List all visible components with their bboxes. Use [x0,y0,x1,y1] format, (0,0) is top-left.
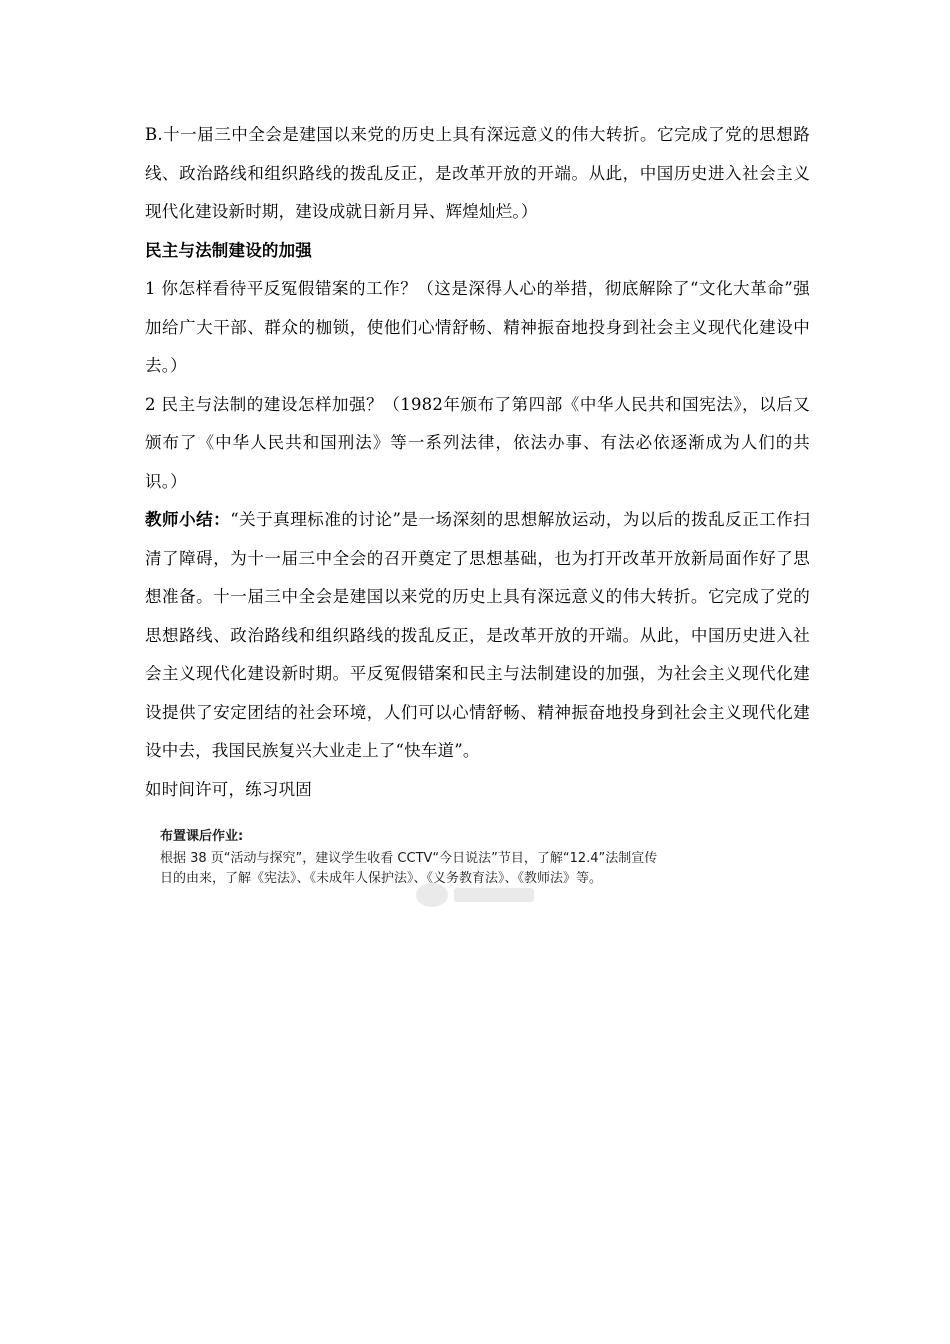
homework-title: 布置课后作业: [160,829,244,844]
teacher-summary [145,501,810,771]
homework-line-2: 日的由来，了解《宪法》、《未成年人保护法》、《义务教育法》、《教师法》等。 [160,871,603,886]
question-2: 2 民主与法制的建设怎样加强？（1982年颁布了第四部《中华人民共和国宪法》，以后又颁布了《中华人民共和国刑法》等一系列法律，依法办事、有法必依逐渐成为人们的共识。） [145,394,810,491]
summary-text: “关于真理标准的讨论”是一场深刻的思想解放运动，为以后的拨乱反正工作扫清了障碍，为十一届三中全会的召开奠定了思想基础，也为打开改革开放新局面作好了思想准备。十一届三中全会是建国以来党的历史上具有深远意义的伟大转折。它完成了党的思想路线、政治路线和组织路线的拨乱反正，是改革开放的开端。从此，中国历史进入社会主义现代化建设新时期。平反冤假错案和民主与法制建设的加强，为社会主义现代化建设提供了安定团结的社会环境，人们可以心情舒畅、精神振奋地投身到社会主义现代化建设中去，我国民族复兴大业走上了“快车道”。 [145,510,811,760]
homework-line-1: 根据 38 页“活动与探究”，建议学生收看 CCTV“今日说法”节目，了解“12.4”法制宣传 [160,851,658,866]
main-text [145,116,810,809]
practice-note: 如时间许可，练习巩固 [145,779,312,799]
question-1: 1 你怎样看待平反冤假错案的工作？（这是深得人心的举措，彻底解除了“文化大革命”强加给广大干部、群众的枷锁，使他们心情舒畅、精神振奋地投身到社会主义现代化建设中去。） [145,279,810,375]
paragraph-conclusion-b: B.十一届三中全会是建国以来党的历史上具有深远意义的伟大转折。它完成了党的思想路线、政治路线和组织路线的拨乱反正，是改革开放的开端。从此，中国历史进入社会主义现代化建设新时期，建设成就日新月异、辉煌灿烂。） [145,125,810,221]
section-heading: 民主与法制建设的加强 [145,240,312,260]
summary-lead: 教师小结： [145,510,231,529]
faint-watermark [410,874,540,916]
